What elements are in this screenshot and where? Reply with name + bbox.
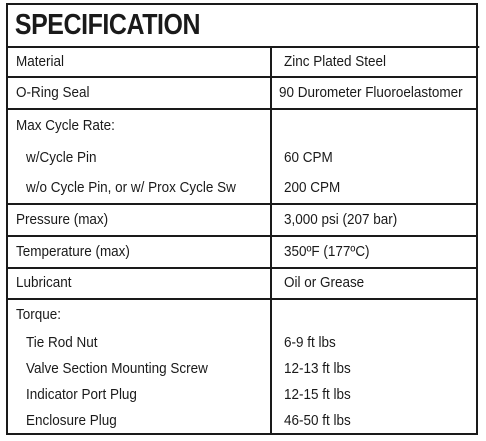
- row-max-cycle-rate: [8, 110, 476, 205]
- spec-value: [272, 119, 476, 134]
- spec-value: Zinc Plated Steel: [284, 53, 386, 70]
- spec-label: Temperature (max): [16, 243, 130, 260]
- spec-sub-label: Indicator Port Plug: [26, 386, 137, 403]
- spec-value: 46-50 ft lbs: [284, 412, 351, 429]
- spec-value: 3,000 psi (207 bar): [284, 211, 398, 228]
- spec-value: 90 Durometer Fluoroelastomer: [278, 84, 463, 101]
- spec-label: O-Ring Seal: [16, 84, 90, 101]
- spec-sub-label: Tie Rod Nut: [26, 334, 98, 351]
- row-material: [8, 48, 476, 78]
- specification-table: [6, 3, 478, 435]
- spec-group-label: Max Cycle Rate:: [16, 118, 115, 135]
- spec-value: [272, 308, 476, 323]
- row-pressure: [8, 205, 476, 237]
- row-o-ring-seal: [8, 78, 476, 110]
- spec-label: Pressure (max): [16, 211, 109, 228]
- spec-sub-label: Valve Section Mounting Screw: [26, 360, 208, 377]
- spec-value: 60 CPM: [284, 149, 333, 166]
- spec-sub-label: Enclosure Plug: [26, 412, 117, 429]
- spec-value: 6-9 ft lbs: [284, 334, 336, 351]
- spec-group-label: Torque:: [16, 306, 61, 323]
- row-temperature: [8, 237, 476, 269]
- spec-value: 12-13 ft lbs: [284, 360, 351, 377]
- row-torque: [8, 300, 476, 435]
- spec-value: 12-15 ft lbs: [284, 386, 351, 403]
- table-title: SPECIFICATION: [8, 5, 479, 48]
- spec-sub-label: w/o Cycle Pin, or w/ Prox Cycle Sw: [26, 179, 236, 196]
- spec-sub-label: w/Cycle Pin: [26, 149, 97, 166]
- spec-value: Oil or Grease: [284, 275, 365, 292]
- spec-label: Lubricant: [16, 275, 72, 292]
- spec-value: 200 CPM: [284, 179, 341, 196]
- spec-value: 350ºF (177ºC): [284, 243, 370, 260]
- row-lubricant: [8, 269, 476, 300]
- spec-label: Material: [16, 53, 64, 70]
